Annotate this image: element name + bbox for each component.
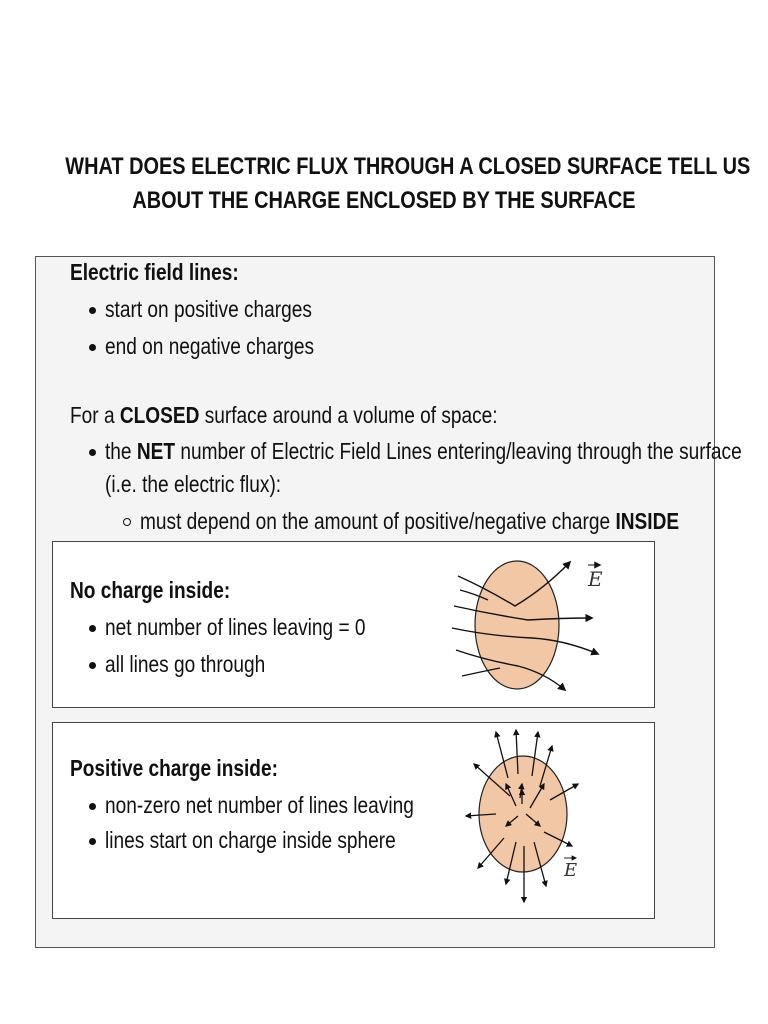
positive-charge-bullet-2: lines start on charge inside sphere	[105, 827, 396, 853]
sub-prefix: must depend on the amount of positive/negative charge	[140, 508, 616, 534]
positive-charge-bullet-1: non-zero net number of lines leaving	[105, 792, 414, 818]
net-suffix: number of Electric Field Lines entering/leaving through the surface	[175, 438, 742, 464]
field-label-e: E	[588, 567, 603, 591]
depend-sub-bullet	[140, 507, 679, 535]
bullet-dot	[89, 838, 96, 845]
title-line-1: WHAT DOES ELECTRIC FLUX THROUGH A CLOSED SURFACE TELL US	[65, 153, 751, 180]
field-lines-bullet-2: end on negative charges	[105, 333, 315, 359]
intro-prefix: For a	[70, 402, 120, 428]
net-prefix: the	[105, 438, 137, 464]
bullet-dot	[89, 662, 96, 669]
bullet-dot	[89, 307, 96, 314]
closed-surface-intro	[70, 401, 498, 429]
no-charge-bullet-1: net number of lines leaving = 0	[105, 614, 366, 640]
sub-bullet-ring	[123, 518, 131, 526]
no-charge-heading: No charge inside:	[70, 577, 231, 603]
bullet-dot	[89, 625, 96, 632]
intro-bold: CLOSED	[119, 402, 200, 428]
bullet-dot	[89, 449, 96, 456]
field-label-e: E	[564, 860, 578, 881]
positive-charge-sphere-diagram	[460, 726, 590, 906]
field-lines-heading: Electric field lines:	[70, 259, 239, 285]
sub-bold: INSIDE	[615, 508, 680, 534]
title-line-2: ABOUT THE CHARGE ENCLOSED BY THE SURFACE	[132, 187, 636, 214]
net-lines-bullet	[105, 437, 742, 465]
bullet-dot	[89, 803, 96, 810]
gaussian-sphere	[475, 561, 559, 689]
net-bold: NET	[136, 438, 176, 464]
net-lines-bullet-cont: (i.e. the electric flux):	[105, 471, 282, 497]
no-charge-bullet-2: all lines go through	[105, 651, 266, 677]
intro-suffix: surface around a volume of space:	[199, 402, 498, 428]
field-lines-bullet-1: start on positive charges	[105, 296, 312, 322]
bullet-dot	[89, 344, 96, 351]
positive-charge-heading: Positive charge inside:	[70, 755, 278, 781]
page-title	[65, 150, 751, 218]
no-charge-sphere-diagram	[440, 548, 620, 706]
